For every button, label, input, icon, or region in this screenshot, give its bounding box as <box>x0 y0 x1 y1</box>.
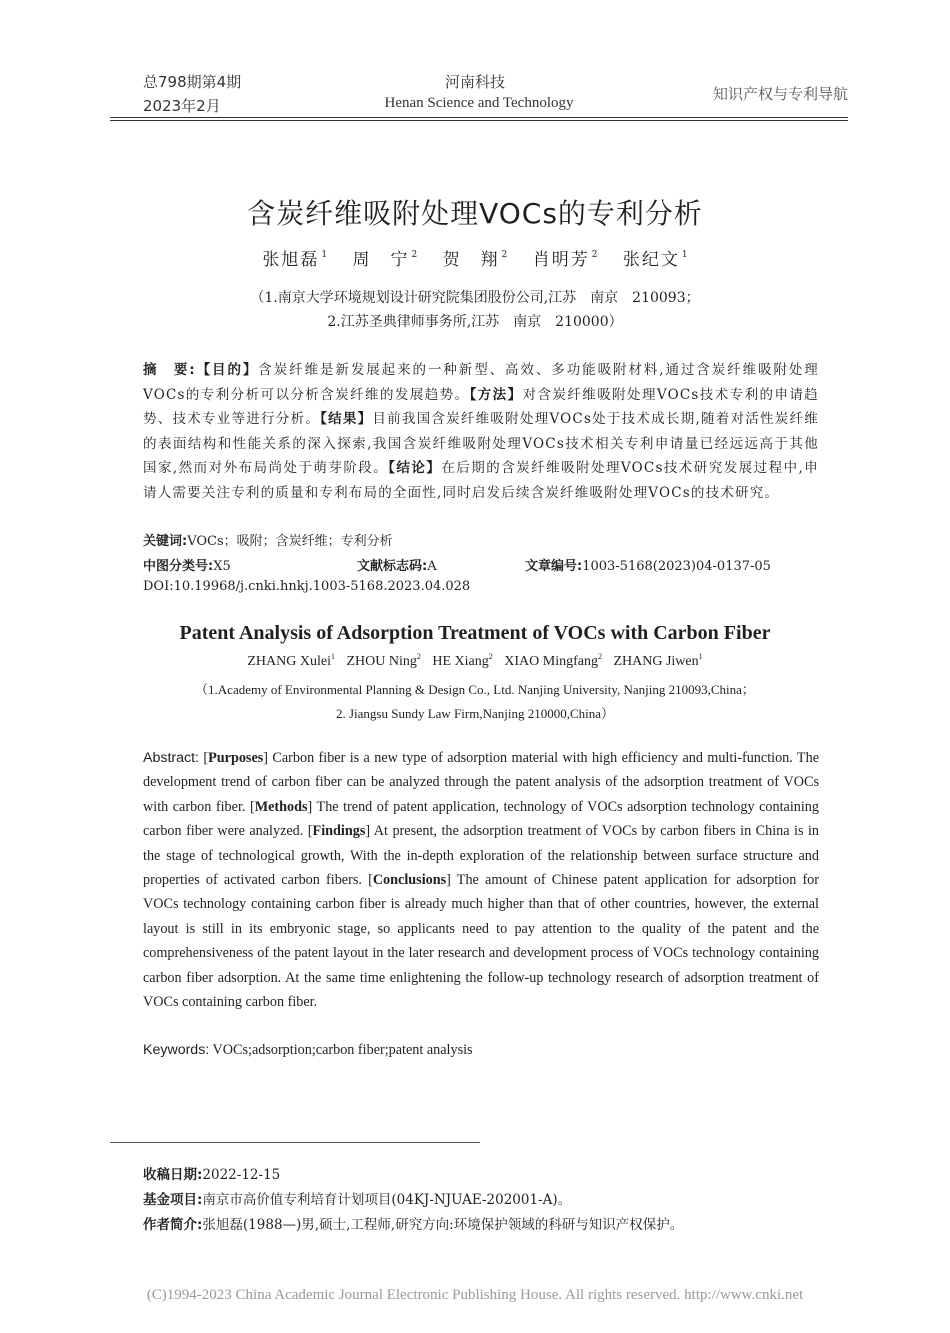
author-bio: 作者简介:张旭磊(1988—)男,硕士,工程师,研究方向:环境保护领域的科研与知识产权保护。 <box>143 1217 684 1233</box>
authors-cn <box>0 245 950 270</box>
clc-number: 中图分类号:X5 <box>143 559 231 574</box>
abstract-en-label: Abstract: <box>143 750 199 766</box>
author-affil: 2 <box>411 250 418 260</box>
column-name: 知识产权与专利导航 <box>712 85 848 103</box>
doi: DOI:10.19968/j.cnki.hnkj.1003-5168.2023.04.028 <box>143 579 471 594</box>
author-name-en: XIAO Mingfang <box>504 654 598 669</box>
abstract-cn: 摘 要:【目的】含炭纤维是新发展起来的一种新型、高效、多功能吸附材料,通过含炭纤维吸附处理VOCs的专利分析可以分析含炭纤维的发展趋势。【方法】对含炭纤维吸附处理VOCs技术专利的申请趋势、技术专业等进行分析。【结果】目前我国含炭纤维吸附处理VOCs处于技术成长期,随着对活性炭纤维的表面结构和性能关系的深入探索,我国含炭纤维吸附处理VOCs技术相关专利申请量已经远远高于其他国家,然而对外布局尚处于萌芽阶段。【结论】在后期的含炭纤维吸附处理VOCs技术研究发展过程中,申请人需要关注专利的质量和专利布局的全面性,同时启发后续含炭纤维吸附处理VOCs的技术研究。 <box>143 362 820 501</box>
affiliation-en-1: （1.Academy of Environmental Planning & Design Co., Ltd. Nanjing University, Nanjing 210093,China； <box>195 682 755 697</box>
author-affil: 1 <box>321 250 328 260</box>
abstract-cn-label: 摘 要: <box>143 362 196 378</box>
header-rule-bottom <box>110 120 848 121</box>
copyright-notice: (C)1994-2023 China Academic Journal Electronic Publishing House. All rights reserved. http://www.cnki.net <box>146 1287 804 1303</box>
author-name: 贺 翔 <box>442 250 500 270</box>
abstract-en: Abstract: [Purposes] Carbon fiber is a new type of adsorption material with high efficiency and multi-function. The development trend of carbon fiber can be analyzed through the patent analysis of the adsorption treatment of VOCs with carbon fiber. [Methods] The trend of patent application, technology of VOCs adsorption technology containing carbon fiber were analyzed. [Findings] At present, the adsorption treatment of VOCs by carbon fibers in China is in the stage of technological growth, With the in-depth exploration of the relationship between surface structure and properties of activated carbon fibers. [Conclusions] The amount of Chinese patent application for adsorption for VOCs technology containing carbon fiber is already much higher than that of other countries, however, the external layout is still in its embryonic stage, so applicants need to pay attention to the quality of the patent and the comprehensiveness of the patent layout in the later research and development process of VOCs technology containing carbon fiber adsorption. At the same time enlightening the follow-up technology research of adsorption treatment of VOCs containing carbon fiber. <box>143 750 820 1011</box>
author-name: 张旭磊 <box>262 250 320 270</box>
paper-title-cn: 含炭纤维吸附处理VOCs的专利分析 <box>247 197 703 230</box>
keywords-en: Keywords: VOCs;adsorption;carbon fiber;patent analysis <box>143 1042 473 1058</box>
footnote-rule <box>110 1142 480 1143</box>
issue-number: 总798期第4期 <box>143 73 242 91</box>
author-name-en: ZHANG Xulei <box>247 654 331 669</box>
received-date: 收稿日期:2022-12-15 <box>143 1167 281 1183</box>
author-name-en: HE Xiang <box>432 654 489 669</box>
affiliation-en-2: 2. Jiangsu Sundy Law Firm,Nanjing 210000,China） <box>335 706 615 721</box>
document-code: 文献标志码:A <box>357 559 437 574</box>
affiliation-cn-2: 2.江苏圣典律师事务所,江苏 南京 210000） <box>327 314 623 330</box>
issue-date: 2023年2月 <box>143 97 221 115</box>
author-affil: 2 <box>501 250 508 260</box>
article-number: 文章编号:1003-5168(2023)04-0137-05 <box>525 559 771 574</box>
keywords-cn: 关键词:VOCs；吸附；含炭纤维；专利分析 <box>143 534 393 549</box>
author-affil: 1 <box>681 250 688 260</box>
author-name: 周 宁 <box>352 250 410 270</box>
authors-en: ZHANG Xulei$^1$ ZHOU Ning$^2$ HE Xiang$^2$ XIAO Mingfang$^2$ ZHANG Jiwen$^1$ <box>247 652 703 669</box>
author-name-en: ZHANG Jiwen <box>613 654 699 669</box>
affiliation-cn-1: （1.南京大学环境规划设计研究院集团股份公司,江苏 南京 210093； <box>250 290 700 306</box>
header-rule-top <box>110 117 848 118</box>
journal-name-cn: 河南科技 <box>444 73 505 91</box>
author-affil: 2 <box>591 250 598 260</box>
author-name-en: ZHOU Ning <box>346 654 417 669</box>
journal-name-en: Henan Science and Technology <box>384 95 574 111</box>
author-name: 张纪文 <box>622 250 680 270</box>
author-name: 肖明芳 <box>532 250 590 270</box>
fund-project: 基金项目:南京市高价值专利培育计划项目(04KJ-NJUAE-202001-A)。 <box>143 1192 572 1208</box>
paper-title-en: Patent Analysis of Adsorption Treatment of VOCs with Carbon Fiber <box>179 622 771 644</box>
